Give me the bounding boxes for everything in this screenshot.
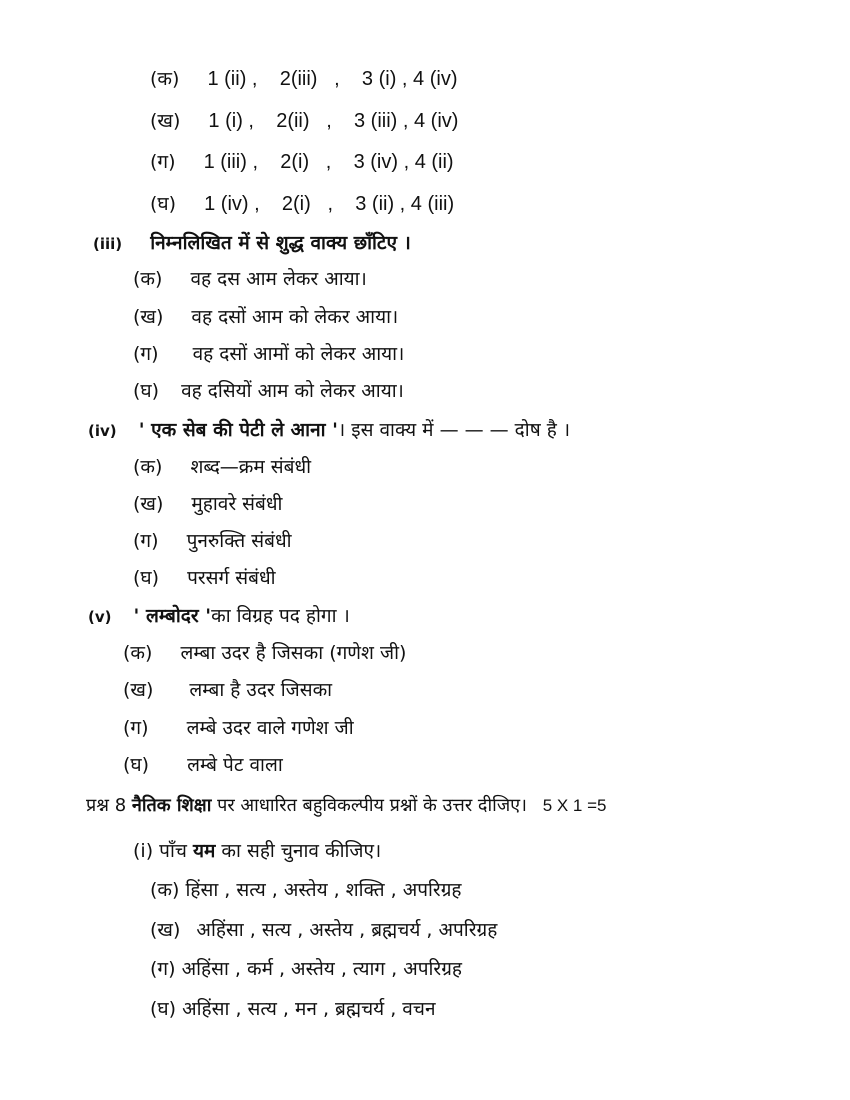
- option-label: (घ): [133, 380, 160, 402]
- q3-option-ga: [133, 341, 404, 367]
- q8-subquestion-i: [133, 838, 381, 864]
- option-label: (ख): [133, 306, 164, 328]
- q3-option-gha: [133, 378, 404, 404]
- question-text: का विग्रह पद होगा ।: [211, 605, 350, 627]
- option-label: (घ): [133, 567, 160, 589]
- match-option-ka: [150, 66, 457, 92]
- option-text: 1 (ii) , 2(iii) , 3 (i) , 4 (iv): [207, 68, 458, 90]
- option-text: वह दसियों आम को लेकर आया।: [181, 380, 404, 402]
- option-text: वह दस आम लेकर आया।: [190, 268, 367, 290]
- question-number: (i): [133, 840, 154, 862]
- option-text: लम्बा है उदर जिसका: [189, 679, 333, 701]
- question-iii: [93, 230, 411, 257]
- option-label: (ग): [133, 343, 159, 365]
- option-text: परसर्ग संबंधी: [187, 567, 276, 589]
- q3-option-kha: [133, 304, 398, 330]
- question-text-pre: पाँच: [159, 840, 187, 862]
- q5-option-kha: [123, 677, 332, 703]
- question-iv: [88, 417, 570, 444]
- question-quote: ' एक सेब की पेटी ले आना ': [138, 419, 338, 441]
- q4-option-kha: [133, 491, 282, 517]
- question-text: पर आधारित बहुविकल्पीय प्रश्नों के उत्तर दीजिए।: [217, 795, 527, 816]
- q5-option-ga: [123, 715, 354, 741]
- option-label: (ग): [150, 958, 176, 980]
- question-text: । इस वाक्य में — — — दोष है ।: [338, 419, 571, 441]
- option-text: 1 (i) , 2(ii) , 3 (iii) , 4 (iv): [208, 110, 459, 132]
- option-text: वह दसों आमों को लेकर आया।: [192, 343, 405, 365]
- match-option-kha: [150, 108, 458, 134]
- option-label: (ख): [133, 493, 164, 515]
- option-label: (ग): [133, 530, 159, 552]
- option-text: लम्बा उदर है जिसका (गणेश जी): [180, 642, 407, 664]
- question-text: निम्नलिखित में से शुद्ध वाक्य छाँटिए ।: [150, 232, 411, 254]
- option-label: (घ): [123, 754, 150, 776]
- question-topic: नैतिक शिक्षा: [131, 795, 212, 816]
- option-label: (घ): [150, 193, 177, 215]
- option-text: वह दसों आम को लेकर आया।: [191, 306, 399, 328]
- q8-option-ka: [150, 877, 462, 903]
- question-number: (v): [88, 608, 112, 626]
- option-label: (ग): [150, 151, 176, 173]
- option-text: अहिंसा , सत्य , मन , ब्रह्मचर्य , वचन: [182, 998, 436, 1020]
- question-v: [88, 603, 350, 630]
- q8-option-ga: [150, 956, 462, 982]
- option-text: अहिंसा , कर्म , अस्तेय , त्याग , अपरिग्रह: [181, 958, 463, 980]
- option-text: लम्बे उदर वाले गणेश जी: [186, 717, 354, 739]
- option-text: 1 (iv) , 2(i) , 3 (ii) , 4 (iii): [204, 193, 455, 215]
- question-prefix: प्रश्न 8: [86, 795, 127, 816]
- question-quote: ' लम्बोदर ': [133, 605, 212, 627]
- option-label: (ख): [150, 919, 181, 941]
- option-label: (क): [133, 456, 163, 478]
- q8-option-kha: [150, 917, 497, 943]
- question-number: (iii): [93, 235, 123, 253]
- option-label: (ख): [123, 679, 154, 701]
- q4-option-ga: [133, 528, 292, 554]
- option-label: (घ): [150, 998, 177, 1020]
- match-option-gha: [150, 191, 454, 217]
- question-keyword: यम: [192, 840, 216, 862]
- q8-option-gha: [150, 996, 435, 1022]
- option-label: (ख): [150, 110, 181, 132]
- question-number: (iv): [88, 422, 117, 440]
- option-text: मुहावरे संबंधी: [191, 493, 283, 515]
- option-text: लम्बे पेट वाला: [187, 754, 283, 776]
- q4-option-ka: [133, 454, 311, 480]
- q3-option-ka: [133, 266, 367, 292]
- option-label: (क): [150, 879, 180, 901]
- option-text: पुनरुक्ति संबंधी: [186, 530, 292, 552]
- q5-option-gha: [123, 752, 283, 778]
- option-text: अहिंसा , सत्य , अस्तेय , ब्रह्मचर्य , अपरिग्रह: [196, 919, 498, 941]
- option-label: (क): [123, 642, 153, 664]
- question-text-post: का सही चुनाव कीजिए।: [221, 840, 382, 862]
- q4-option-gha: [133, 565, 276, 591]
- option-label: (क): [133, 268, 163, 290]
- match-option-ga: [150, 149, 454, 175]
- option-text: हिंसा , सत्य , अस्तेय , शक्ति , अपरिग्रह: [185, 879, 462, 901]
- option-label: (क): [150, 68, 180, 90]
- q5-option-ka: [123, 640, 406, 666]
- question-8: [86, 793, 607, 819]
- option-label: (ग): [123, 717, 149, 739]
- option-text: 1 (iii) , 2(i) , 3 (iv) , 4 (ii): [203, 151, 454, 173]
- option-text: शब्द—क्रम संबंधी: [190, 456, 312, 478]
- marks-label: 5 X 1 =5: [542, 796, 607, 815]
